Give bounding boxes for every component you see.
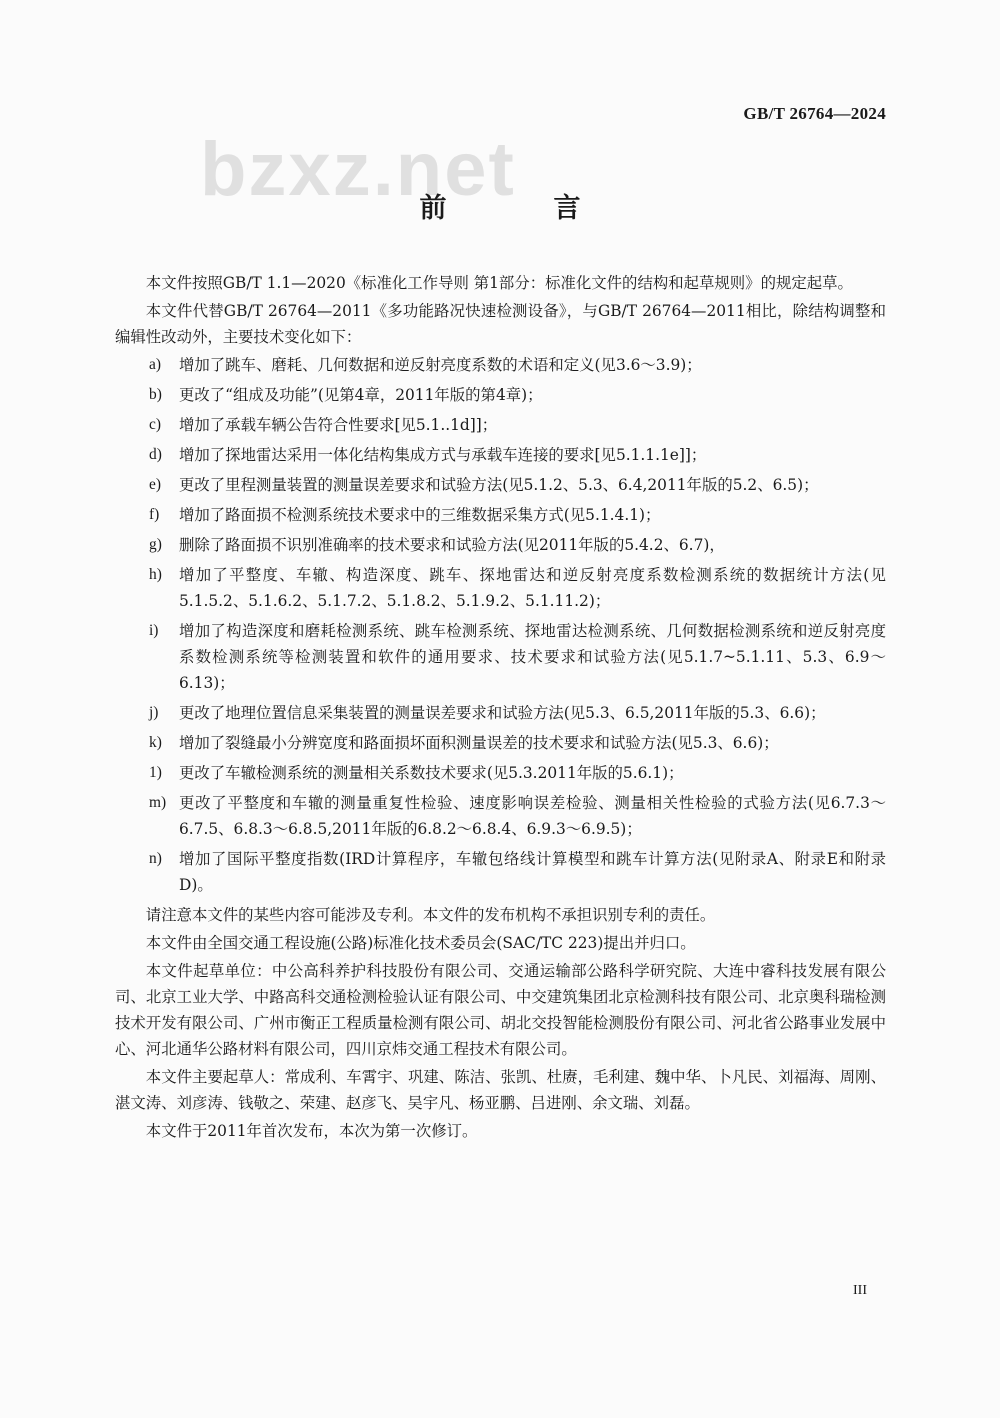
list-text: 更改了地理位置信息采集装置的测量误差要求和试验方法(见5.3、6.5,2011年版的5.3、6.6)； (179, 704, 826, 722)
changes-list (115, 352, 886, 898)
list-text: 删除了路面损不识别准确率的技术要求和试验方法(见2011年版的5.4.2、6.7)， (179, 536, 725, 554)
intro-paragraph-2: 本文件代替GB/T 26764—2011《多功能路况快速检测设备》，与GB/T 26764—2011相比，除结构调整和编辑性改动外，主要技术变化如下： (115, 302, 886, 346)
list-item (115, 352, 886, 378)
foreword-body (115, 270, 886, 1146)
list-item (115, 618, 886, 696)
page-title: 前 言 (419, 193, 621, 224)
list-text: 更改了里程测量装置的测量误差要求和试验方法(见5.1.2、5.3、6.4,2011年版的5.2、6.5)； (179, 476, 819, 494)
drafters-paragraph: 本文件主要起草人：常成利、车霄宇、巩建、陈洁、张凯、杜赓，毛利建、魏中华、卜凡民、刘福海、周刚、湛文涛、刘彦涛、钱敬之、荣建、赵彦飞、吴宇凡、杨亚鹏、吕进刚、余文瑞、刘磊。 (115, 1068, 886, 1112)
list-text: 增加了平整度、车辙、构造深度、跳车、探地雷达和逆反射亮度系数检测系统的数据统计方法(见5.1.5.2、5.1.6.2、5.1.7.2、5.1.8.2、5.1.9.2、5.1.11.2)； (179, 566, 886, 610)
committee-paragraph: 本文件由全国交通工程设施(公路)标准化技术委员会(SAC/TC 223)提出并归口。 (145, 934, 696, 952)
list-text: 更改了平整度和车辙的测量重复性检验、速度影响误差检验、测量相关性检验的式验方法(见6.7.3～6.7.5、6.8.3～6.8.5,2011年版的6.8.2～6.8.4、6.9.3～6.9.5)； (179, 794, 886, 838)
watermark: bzxz.net (200, 127, 516, 212)
list-item (115, 472, 886, 498)
list-item (115, 562, 886, 614)
list-marker: d) (149, 446, 162, 463)
list-item (115, 532, 886, 558)
list-item (115, 442, 886, 468)
list-item (115, 790, 886, 842)
list-item (115, 412, 886, 438)
list-marker: 1) (149, 764, 162, 781)
list-marker: e) (149, 476, 161, 493)
list-item (115, 700, 886, 726)
list-text: 增加了裂缝最小分辨宽度和路面损坏面积测量误差的技术要求和试验方法(见5.3、6.6)； (179, 734, 779, 752)
list-text: 增加了路面损不检测系统技术要求中的三维数据采集方式(见5.1.4.1)； (179, 506, 661, 524)
list-item (115, 760, 886, 786)
list-marker: k) (149, 734, 162, 751)
list-marker: i) (149, 622, 159, 639)
list-text: 更改了“组成及功能”(见第4章，2011年版的第4章)； (179, 386, 543, 404)
list-marker: j) (149, 704, 159, 721)
list-marker: b) (149, 386, 162, 403)
list-text: 更改了车辙检测系统的测量相关系数技术要求(见5.3.2011年版的5.6.1)； (179, 764, 684, 782)
list-marker: h) (149, 566, 162, 583)
standard-code: GB/T 26764—2024 (743, 104, 886, 123)
page-number: III (853, 1283, 867, 1298)
drafting-units-paragraph: 本文件起草单位：中公高科养护科技股份有限公司、交通运输部公路科学研究院、大连中睿科技发展有限公司、北京工业大学、中路高科交通检测检验认证有限公司、中交建筑集团北京检测科技有限公司、北京奥科瑞检测技术开发有限公司、广州市衡正工程质量检测有限公司、胡北交投智能检测股份有限公司、河北省公路事业发展中心、河北通华公路材料有限公司，四川京炜交通工程技术有限公司。 (115, 962, 886, 1058)
list-marker: a) (149, 356, 161, 373)
list-item (115, 730, 886, 756)
list-item (115, 502, 886, 528)
list-text: 增加了国际平整度指数(IRD计算程序，车辙包络线计算模型和跳车计算方法(见附录A、附录E和附录D)。 (179, 850, 886, 894)
list-marker: m) (149, 794, 167, 811)
list-marker: g) (149, 536, 162, 553)
history-paragraph: 本文件于2011年首次发布，本次为第一次修订。 (145, 1122, 478, 1140)
intro-paragraph-1: 本文件按照GB/T 1.1—2020《标准化工作导则 第1部分：标准化文件的结构和起草规则》的规定起草。 (145, 274, 853, 292)
list-marker: f) (149, 506, 160, 523)
list-marker: n) (149, 850, 162, 867)
list-item (115, 846, 886, 898)
list-item (115, 382, 886, 408)
list-text: 增加了承载车辆公告符合性要求[见5.1..1d]]； (179, 416, 498, 434)
list-text: 增加了构造深度和磨耗检测系统、跳车检测系统、探地雷达检测系统、几何数据检测系统和逆反射亮度系数检测系统等检测装置和软件的通用要求、技术要求和试验方法(见5.1.7~5.1.11、5.3、6.9～6.13)； (179, 622, 886, 692)
patent-notice: 请注意本文件的某些内容可能涉及专利。本文件的发布机构不承担识别专利的责任。 (145, 906, 716, 924)
list-text: 增加了跳车、磨耗、几何数据和逆反射亮度系数的术语和定义(见3.6～3.9)； (179, 356, 702, 374)
list-marker: c) (149, 416, 161, 433)
list-text: 增加了探地雷达采用一体化结构集成方式与承载车连接的要求[见5.1.1.1e]]； (179, 446, 707, 464)
